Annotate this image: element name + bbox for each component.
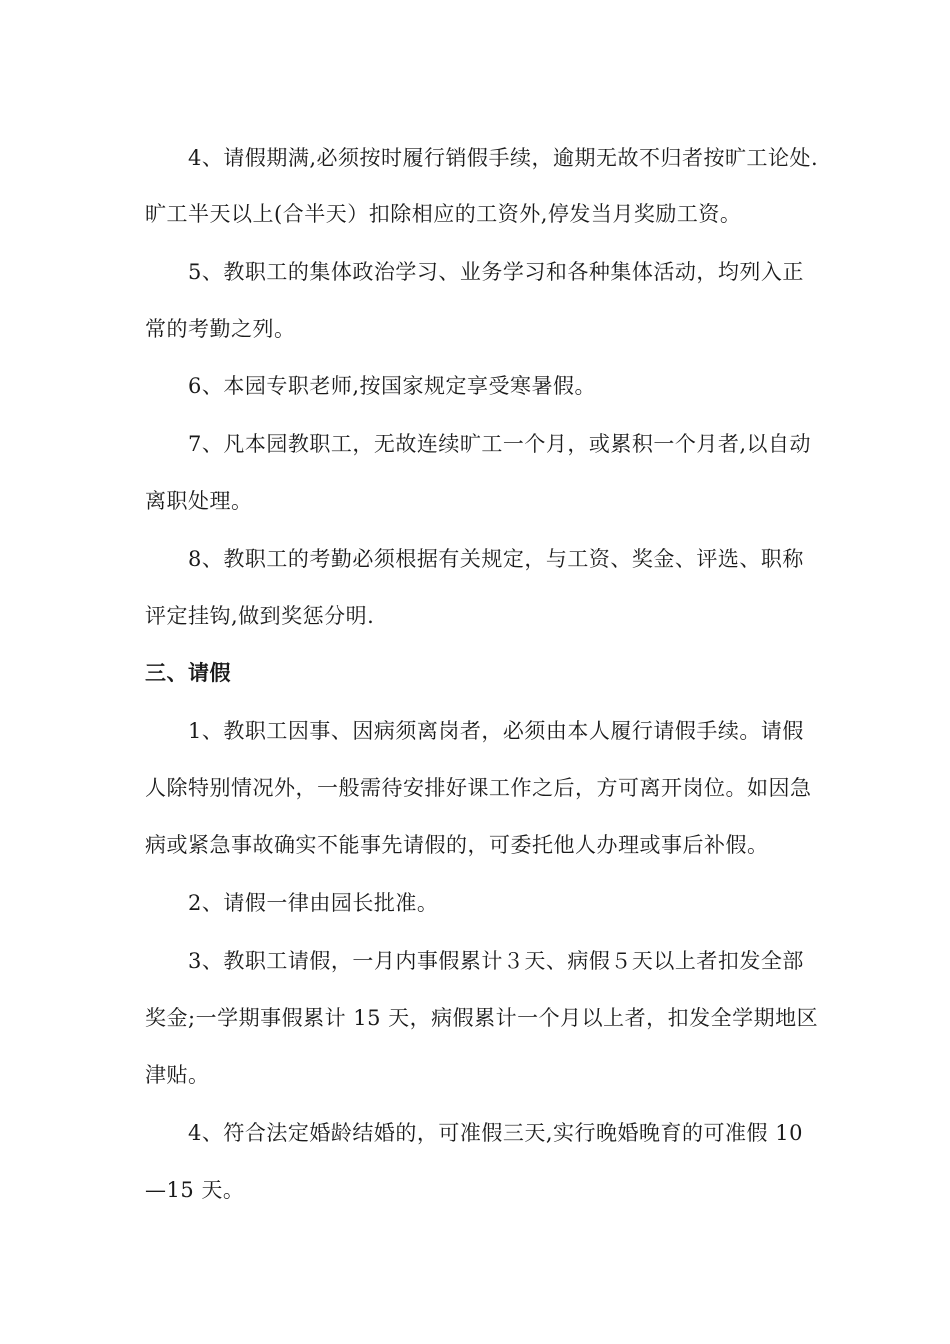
paragraph-6-line-1: 6、本园专职老师,按国家规定享受寒暑假。 [188, 374, 597, 398]
paragraph-7-line-1: 7、凡本园教职工，无故连续旷工一个月，或累积一个月者,以自动 [188, 432, 812, 456]
leave-item-1-line-2: 人除特别情况外，一般需待安排好课工作之后，方可离开岗位。如因急 [145, 776, 812, 800]
paragraph-8-line-2: 评定挂钩,做到奖惩分明. [145, 604, 375, 628]
paragraph-5-line-1: 5、教职工的集体政治学习、业务学习和各种集体活动，均列入正 [188, 260, 804, 284]
leave-item-3-line-2: 奖金;一学期事假累计 15 天，病假累计一个月以上者，扣发全学期地区 [145, 1006, 819, 1030]
paragraph-7-line-2: 离职处理。 [145, 489, 253, 513]
paragraph-5-line-2: 常的考勤之列。 [145, 317, 296, 341]
leave-item-2-line-1: 2、请假一律由园长批准。 [188, 891, 439, 915]
leave-item-3-line-3: 津贴。 [145, 1063, 210, 1087]
leave-item-4-line-1: 4、符合法定婚龄结婚的，可准假三天,实行晚婚晚育的可准假 10 [188, 1121, 803, 1145]
leave-item-1-line-3: 病或紧急事故确实不能事先请假的，可委托他人办理或事后补假。 [145, 833, 769, 857]
paragraph-4-line-1: 4、请假期满,必须按时履行销假手续，逾期无故不归者按旷工论处. [188, 146, 819, 170]
leave-item-3-line-1: 3、教职工请假，一月内事假累计３天、病假５天以上者扣发全部 [188, 949, 804, 973]
section-heading-leave: 三、请假 [145, 660, 231, 685]
leave-item-4-line-2: —15 天。 [145, 1178, 245, 1202]
paragraph-4-line-2: 旷工半天以上(合半天）扣除相应的工资外,停发当月奖励工资。 [145, 202, 742, 226]
leave-item-1-line-1: 1、教职工因事、因病须离岗者，必须由本人履行请假手续。请假 [188, 719, 804, 743]
paragraph-8-line-1: 8、教职工的考勤必须根据有关规定，与工资、奖金、评选、职称 [188, 547, 804, 571]
